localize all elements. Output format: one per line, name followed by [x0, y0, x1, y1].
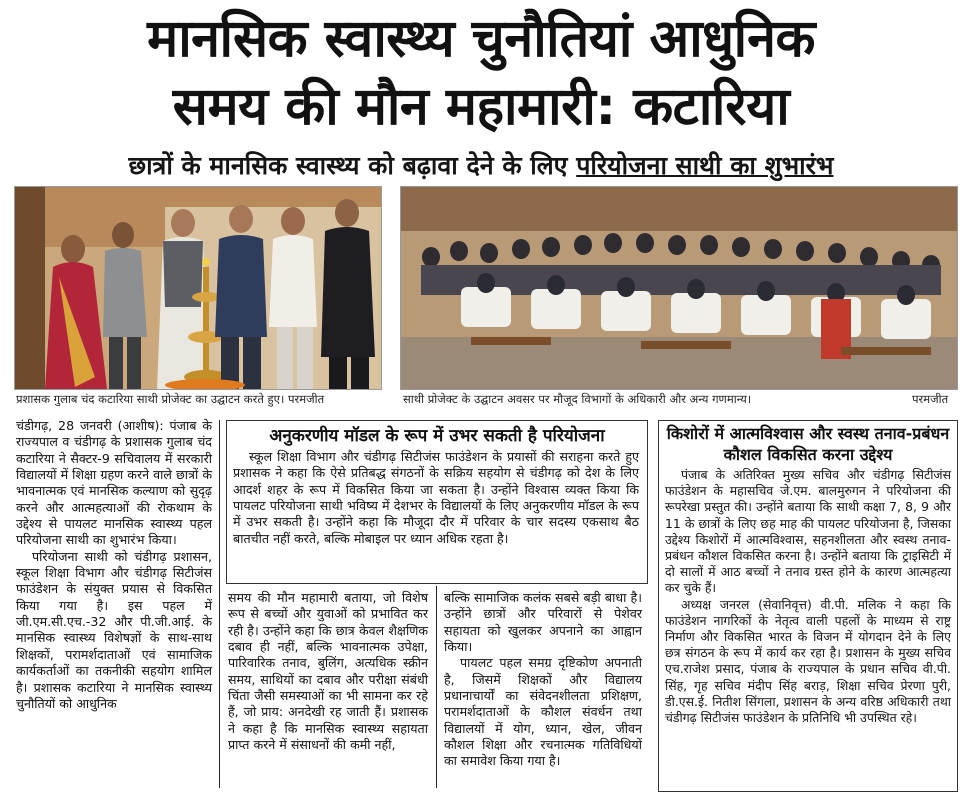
- photo-lamp-lighting-image: [15, 187, 381, 389]
- sidebar-title: किशोरों में आत्मविश्वास और स्वस्थ तनाव-प्रबंधन कौशल विकसित करना उद्देश्य: [666, 424, 950, 464]
- photo-lamp-lighting: [14, 186, 382, 390]
- box-section-body: [233, 449, 639, 547]
- photo-left-caption: प्रशासक गुलाब चंद कटारिया साथी प्रोजेक्ट का उद्घाटन करते हुए। परमजीत: [16, 392, 325, 406]
- article-column-3: [444, 590, 642, 770]
- column-divider-2: [436, 586, 437, 788]
- subheadline-project-name: परियोजना साथी का शुभारंभ: [576, 151, 834, 180]
- headline-line-1: मानसिक स्वास्थ्य चुनौतियां आधुनिक: [147, 9, 815, 69]
- article-col2-paragraph: समय की मौन महामारी बताया, जो विशेष रूप से बच्चों और युवाओं को प्रभावित कर रही है। उन्होंने कहा कि छात्र केवल शैक्षणिक दबाव ही नहीं, बल्कि भावनात्मक उपेक्षा, पारिवारिक तनाव, बुलिंग, अत्यधिक स्क्रीन समय, साथियों का दबाव और परीक्षा संबंधी चिंता जैसी समस्याओं का भी सामना कर रहे हैं, जो प्राय: अनदेखी रह जाती हैं। प्रशासक ने कहा है कि मानसिक स्वास्थ्य सहायता प्राप्त करने में संसाधनों की कमी नहीं,: [228, 590, 428, 753]
- article-col1-paragraph-2: परियोजना साथी को चंडीगढ़ प्रशासन, स्कूल शिक्षा विभाग और चंडीगढ़ सिटीजंस फाउंडेशन के संयुक्त प्रयास से विकसित किया गया है। इस पहल में जी.एम.सी.एच.-32 और पी.जी.आई. के मानसिक स्वास्थ्य विशेषज्ञों के साथ-साथ शिक्षकों, परामर्शदाताओं एवं सामाजिक कार्यकर्ताओं का तकनीकी सहयोग शामिल है। प्रशासक कटारिया ने मानसिक स्वास्थ्य चुनौतियों को आधुनिक: [16, 548, 212, 711]
- subheadline: [0, 150, 962, 182]
- article-col3-paragraph-1: बल्कि सामाजिक कलंक सबसे बड़ी बाधा है। उन्होंने छात्रों और परिवारों से पेशेवर सहायता को खुलकर अपनाने का आह्वान किया।: [444, 590, 642, 655]
- photo-right-caption: साथी प्रोजेक्ट के उद्घाटन अवसर पर मौजूद विभागों के अधिकारी और अन्य गणमान्य।: [403, 392, 752, 406]
- article-col3-paragraph-2: पायलट पहल समग्र दृष्टिकोण अपनाती है, जिसमें शिक्षकों और विद्यालय प्रधानाचार्यों का संवेदनशीलता प्रशिक्षण, परामर्शदाताओं के कौशल संवर्धन तथा विद्यालयों में योग, ध्यान, खेल, जीवन कौशल शिक्षा और रचनात्मक गतिविधियों का समावेश किया गया है।: [444, 655, 642, 769]
- sidebar-body: [665, 467, 951, 726]
- box-section-paragraph: स्कूल शिक्षा विभाग और चंडीगढ़ सिटीजंस फाउंडेशन के प्रयासों की सराहना करते हुए प्रशासक ने कहा कि ऐसे प्रतिबद्ध संगठनों के सक्रिय सहयोग से चंडीगढ़ को देश के लिए आदर्श शहर के रूप में विकसित किया जा सकता है। उन्होंने विश्वास व्यक्त किया कि पायलट परियोजना साथी भविष्य में देशभर के विद्यालयों के लिए अनुकरणीय मॉडल के रूप में उभर सकती है। उन्होंने कहा कि मौजूदा दौर में परिवार के चार सदस्य एकसाथ बैठ बातचीत नहीं करते, बल्कि मोबाइल पर ध्यान अधिक रहता है।: [233, 449, 639, 546]
- box-section: [226, 420, 648, 584]
- column-divider-1: [219, 420, 220, 788]
- headline-line-2: समय की मौन महामारी: कटारिया: [172, 77, 790, 137]
- article-column-1: [16, 418, 212, 712]
- article-column-2: [228, 590, 428, 753]
- sidebar-paragraph-2: अध्यक्ष जनरल (सेवानिवृत्त) वी.पी. मलिक ने कहा कि फाउंडेशन नागरिकों के नेतृत्व वाली पहलों के माध्यम से राष्ट्र निर्माण और विकसित भारत के विजन में योगदान देने के लिए छत्र संगठन के रूप में कार्य कर रहा है। प्रशासन के मुख्य सचिव एच.राजेश प्रसाद, पंजाब के राज्यपाल के प्रधान सचिव वी.पी. सिंह, गृह सचिव मंदीप सिंह बराड़, शिक्षा सचिव प्रेरणा पुरी, डी.एस.ई. नितीश सिंगला, प्रशासन के अन्य वरिष्ठ अधिकारी तथा चंडीगढ़ सिटीजंस फाउंडेशन के प्रतिनिधि भी उपस्थित रहे।: [665, 596, 951, 726]
- article-col1-paragraph-1: चंडीगढ़, 28 जनवरी (आशीष): पंजाब के राज्यपाल व चंडीगढ़ के प्रशासक गुलाब चंद कटारिया ने सैक्टर-9 सचिवालय में सरकारी विद्यालयों में शिक्षा ग्रहण करने वाले छात्रों के भावनात्मक एवं मानसिक कल्याण को सुदृढ़ करने और आत्महत्याओं की रोकथाम के उद्देश्य से पायलट मानसिक स्वास्थ्य पहल परियोजना साथी का शुभारंभ किया।: [16, 418, 212, 548]
- photo-right-credit: परमजीत: [912, 392, 949, 406]
- photo-audience-image: [401, 187, 957, 389]
- box-section-title: अनुकरणीय मॉडल के रूप में उभर सकती है परियोजना: [269, 426, 605, 446]
- subheadline-prefix: छात्रों के मानसिक स्वास्थ्य को बढ़ावा देने के लिए: [128, 151, 577, 180]
- sidebar-paragraph-1: पंजाब के अतिरिक्त मुख्य सचिव और चंडीगढ़ सिटीजंस फाउंडेशन के महासचिव जे.एम. बालमुरुगन ने परियोजना की रूपरेखा प्रस्तुत की। उन्होंने बताया कि साथी कक्षा 7, 8, 9 और 11 के छात्रों के लिए छह माह की पायलट परियोजना है, जिसका उद्देश्य किशोरों में आत्मविश्वास, सहनशीलता और स्वस्थ तनाव-प्रबंधन कौशल विकसित करना है। उन्होंने बताया कि ट्राइसिटी में दो सालों में आठ बच्चों ने तनाव ग्रस्त होने के कारण आत्महत्या कर चुके हैं।: [665, 467, 951, 596]
- photo-audience: [400, 186, 958, 390]
- sidebar-box: [658, 420, 958, 792]
